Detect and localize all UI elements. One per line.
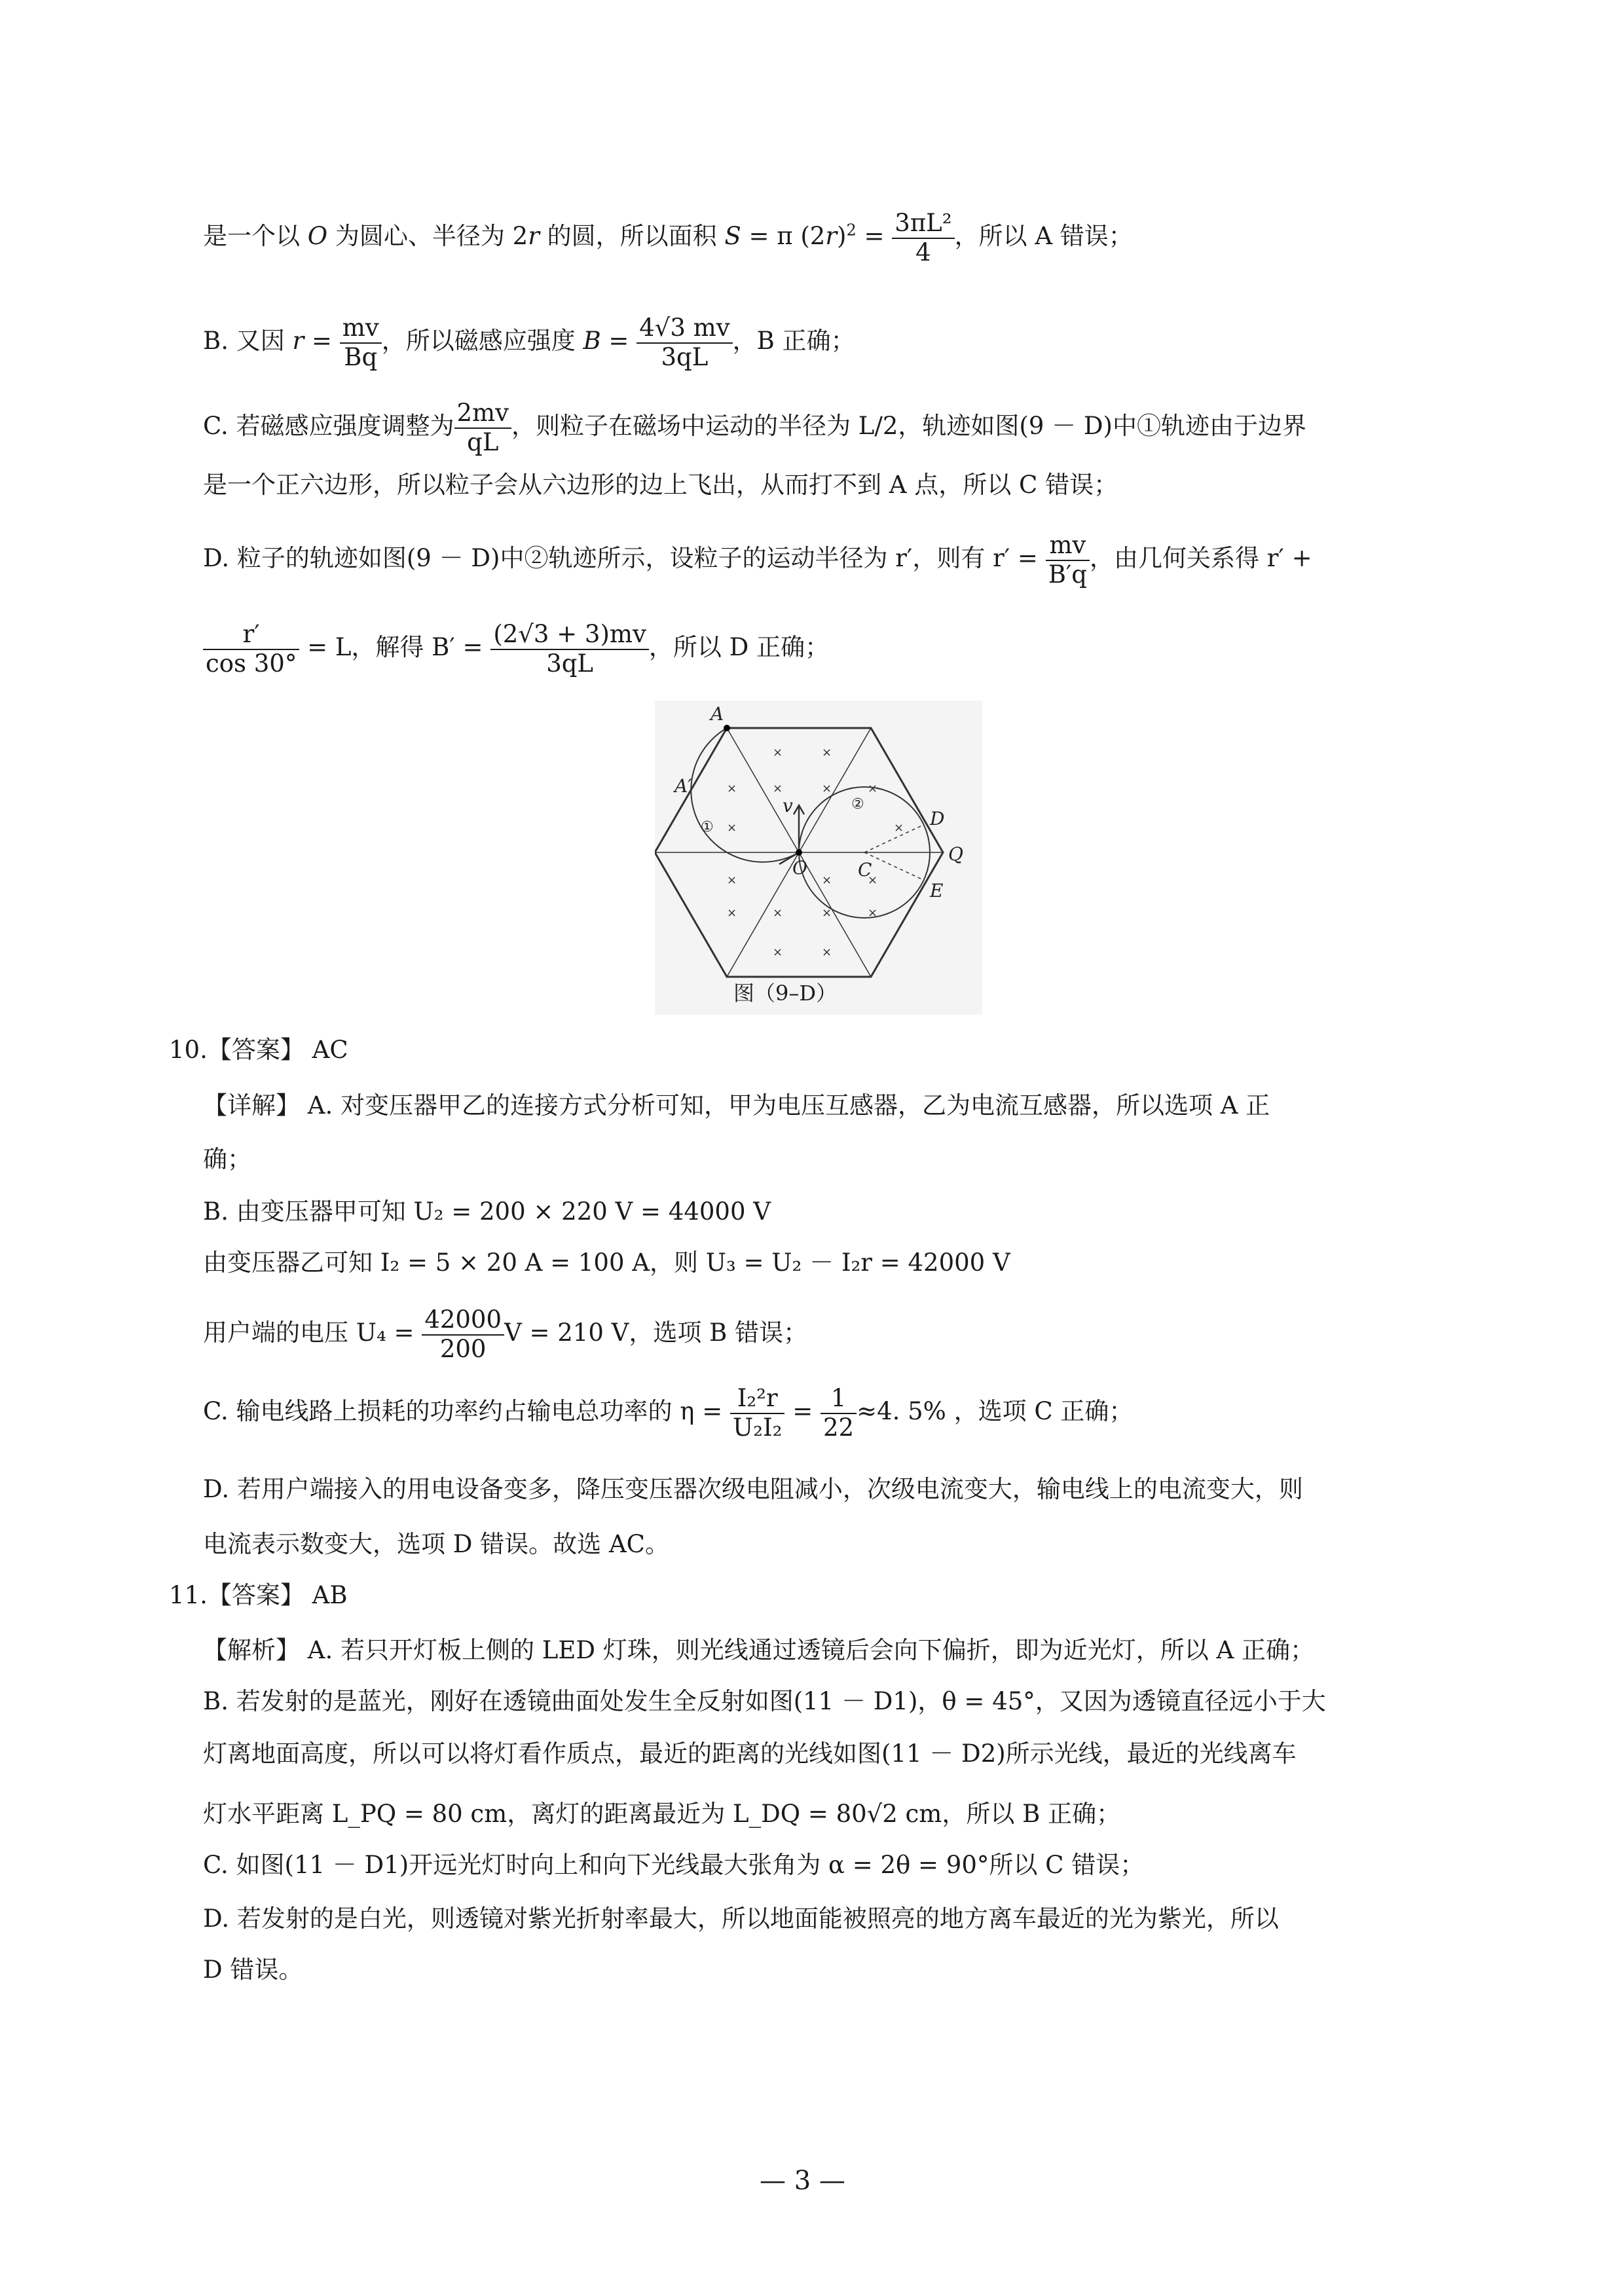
figure-caption: 图（9–D） <box>733 981 838 1006</box>
point-o <box>796 849 802 856</box>
text: ，则粒子在磁场中运动的半径为 L/2，轨迹如图(9 － D)中①轨迹由于边界 <box>511 412 1306 441</box>
q10-line-6 <box>203 1385 1133 1442</box>
text: r <box>825 222 838 251</box>
denominator: 200 <box>439 1334 487 1363</box>
text: = π (2 <box>741 222 826 251</box>
svg-text:×: × <box>822 746 832 759</box>
numerator: mv <box>1046 532 1090 561</box>
denominator: qL <box>467 428 499 456</box>
text: = L，解得 B′ = <box>299 633 491 662</box>
text: S <box>724 222 741 251</box>
q10-line-1: 【详解】 A. 对变压器甲乙的连接方式分析可知，甲为电压互感器，乙为电流互感器，所以选项 A 正 <box>203 1091 1270 1120</box>
q10-line-5 <box>203 1306 807 1363</box>
q9-line-b <box>203 314 855 371</box>
text: V = 210 V，选项 B 错误； <box>504 1319 808 1347</box>
denominator: 3qL <box>661 342 709 371</box>
q9-line-c2: 是一个正六边形，所以粒子会从六边形的边上飞出，从而打不到 A 点，所以 C 错误； <box>203 471 1118 499</box>
svg-text:×: × <box>727 873 737 887</box>
svg-text:×: × <box>773 906 783 920</box>
denominator: 4 <box>915 238 931 266</box>
numerator: (2√3 + 3)mv <box>490 621 649 650</box>
denominator: U₂I₂ <box>732 1413 783 1442</box>
q11-line-3: 灯离地面高度，所以可以将灯看作质点，最近的距离的光线如图(11 － D2)所示光线，最近的光线离车 <box>203 1740 1297 1768</box>
text: ，所以 D 正确； <box>648 633 830 662</box>
svg-text:×: × <box>822 945 832 959</box>
numerator: r′ <box>203 621 299 650</box>
svg-text:×: × <box>822 782 832 795</box>
denominator: 22 <box>822 1413 855 1442</box>
point-a <box>724 725 730 731</box>
denominator: Bq <box>344 342 378 371</box>
text: ，B 正确； <box>732 327 855 355</box>
q10-line-3: B. 由变压器甲可知 U₂ = 200 × 220 V = 44000 V <box>203 1197 771 1226</box>
q11-line-2: B. 若发射的是蓝光，刚好在透镜曲面处发生全反射如图(11 － D1)，θ = 45°，又因为透镜直径远小于大 <box>203 1687 1326 1715</box>
svg-text:×: × <box>894 821 904 835</box>
text: ，由几何关系得 r′ + <box>1089 544 1312 573</box>
label-o: O <box>792 857 807 879</box>
numerator: mv <box>340 314 382 344</box>
text: ) <box>837 222 847 251</box>
text: r <box>292 327 304 355</box>
label-e: E <box>930 880 944 902</box>
numerator: I₂²r <box>730 1385 784 1414</box>
numerator: 42000 <box>422 1306 504 1336</box>
svg-text:×: × <box>773 746 783 759</box>
figure-background <box>655 701 982 1015</box>
fraction <box>203 621 299 678</box>
q9-line-area <box>203 210 1133 266</box>
numerator: 1 <box>821 1385 857 1414</box>
q10-line-7: D. 若用户端接入的用电设备变多，降压变压器次级电阻减小，次级电流变大，输电线上的电流变大，则 <box>203 1475 1303 1503</box>
q11-line-7: D 错误。 <box>203 1956 303 1984</box>
text: 的圆，所以面积 <box>539 222 725 251</box>
denominator: B′q <box>1048 560 1087 589</box>
fraction <box>490 621 649 678</box>
q11-line-6: D. 若发射的是白光，则透镜对紫光折射率最大，所以地面能被照亮的地方离车最近的光为紫光，所以 <box>203 1904 1279 1933</box>
q11-answer: 11.【答案】 AB <box>169 1581 348 1609</box>
text: ，所以磁感应强度 <box>381 327 583 355</box>
q9-line-d <box>203 532 1312 589</box>
svg-text:×: × <box>822 906 832 920</box>
q11-line-4: 灯水平距离 L_PQ = 80 cm，离灯的距离最近为 L_DQ = 80√2 cm，所以 B 正确； <box>203 1800 1121 1828</box>
svg-text:×: × <box>868 782 878 795</box>
fraction <box>730 1385 784 1442</box>
q11-line-1: 【解析】 A. 若只开灯板上侧的 LED 灯珠，则光线通过透镜后会向下偏折，即为近光灯，所以 A 正确； <box>203 1636 1315 1664</box>
svg-text:×: × <box>727 821 737 835</box>
q10-answer: 10.【答案】 AC <box>169 1036 348 1064</box>
q10-line-8: 电流表示数变大，选项 D 错误。故选 AC。 <box>203 1530 669 1558</box>
denominator: 3qL <box>546 649 593 678</box>
q9-line-c <box>203 399 1306 456</box>
label-v: v <box>783 795 793 816</box>
q11-line-5: C. 如图(11 － D1)开远光灯时向上和向下光线最大张角为 α = 2θ = 90°所以 C 错误； <box>203 1851 1145 1879</box>
numerator: 2mv <box>454 399 512 429</box>
text: D. 粒子的轨迹如图(9 － D)中②轨迹所示，设粒子的运动半径为 r′，则有 r′ = <box>203 544 1046 573</box>
text: = <box>784 1397 821 1426</box>
fraction <box>340 314 382 371</box>
denominator: cos 30° <box>206 649 297 678</box>
text: 为圆心、半径为 2 <box>327 222 528 251</box>
numerator: 4√3 mv <box>637 314 732 344</box>
q10-line-2: 确； <box>203 1145 251 1173</box>
text: = <box>304 327 340 355</box>
svg-text:×: × <box>773 945 783 959</box>
svg-text:×: × <box>822 873 832 887</box>
label-a-prime: A′ <box>674 775 692 797</box>
label-circle-1: ① <box>701 819 714 835</box>
text: B. 又因 <box>203 327 293 355</box>
text: ，所以 A 错误； <box>954 222 1133 251</box>
q10-line-4: 由变压器乙可知 I₂ = 5 × 20 A = 100 A，则 U₃ = U₂ － I₂r = 42000 V <box>203 1248 1010 1277</box>
svg-text:×: × <box>868 906 878 920</box>
text: C. 输电线路上损耗的功率约占输电总功率的 η = <box>203 1397 730 1426</box>
svg-text:×: × <box>727 906 737 920</box>
fraction <box>1046 532 1090 589</box>
text: 2 <box>846 221 857 240</box>
text: C. 若磁感应强度调整为 <box>203 412 454 441</box>
numerator: 3πL² <box>892 210 954 239</box>
fraction <box>821 1385 857 1442</box>
text: = <box>856 222 893 251</box>
svg-text:×: × <box>727 782 737 795</box>
label-d: D <box>930 808 945 829</box>
fraction <box>454 399 512 456</box>
text: r <box>528 222 540 251</box>
label-circle-2: ② <box>851 796 864 812</box>
text: B <box>583 327 601 355</box>
label-a: A <box>710 703 724 725</box>
fraction <box>892 210 954 266</box>
page-number: — 3 — <box>760 2166 845 2196</box>
text: O <box>307 222 328 251</box>
svg-text:×: × <box>868 873 878 887</box>
text: 是一个以 <box>203 222 308 251</box>
hexagon-trajectory-figure <box>655 701 982 1015</box>
text: ≈4. 5% ，选项 C 正确； <box>857 1397 1134 1426</box>
svg-text:×: × <box>773 782 783 795</box>
q9-line-d2 <box>203 621 829 678</box>
fraction <box>637 314 732 371</box>
fraction <box>422 1306 504 1363</box>
text: 用户端的电压 U₄ = <box>203 1319 422 1347</box>
label-c: C <box>858 859 872 881</box>
label-q: Q <box>948 843 963 865</box>
text: = <box>600 327 637 355</box>
